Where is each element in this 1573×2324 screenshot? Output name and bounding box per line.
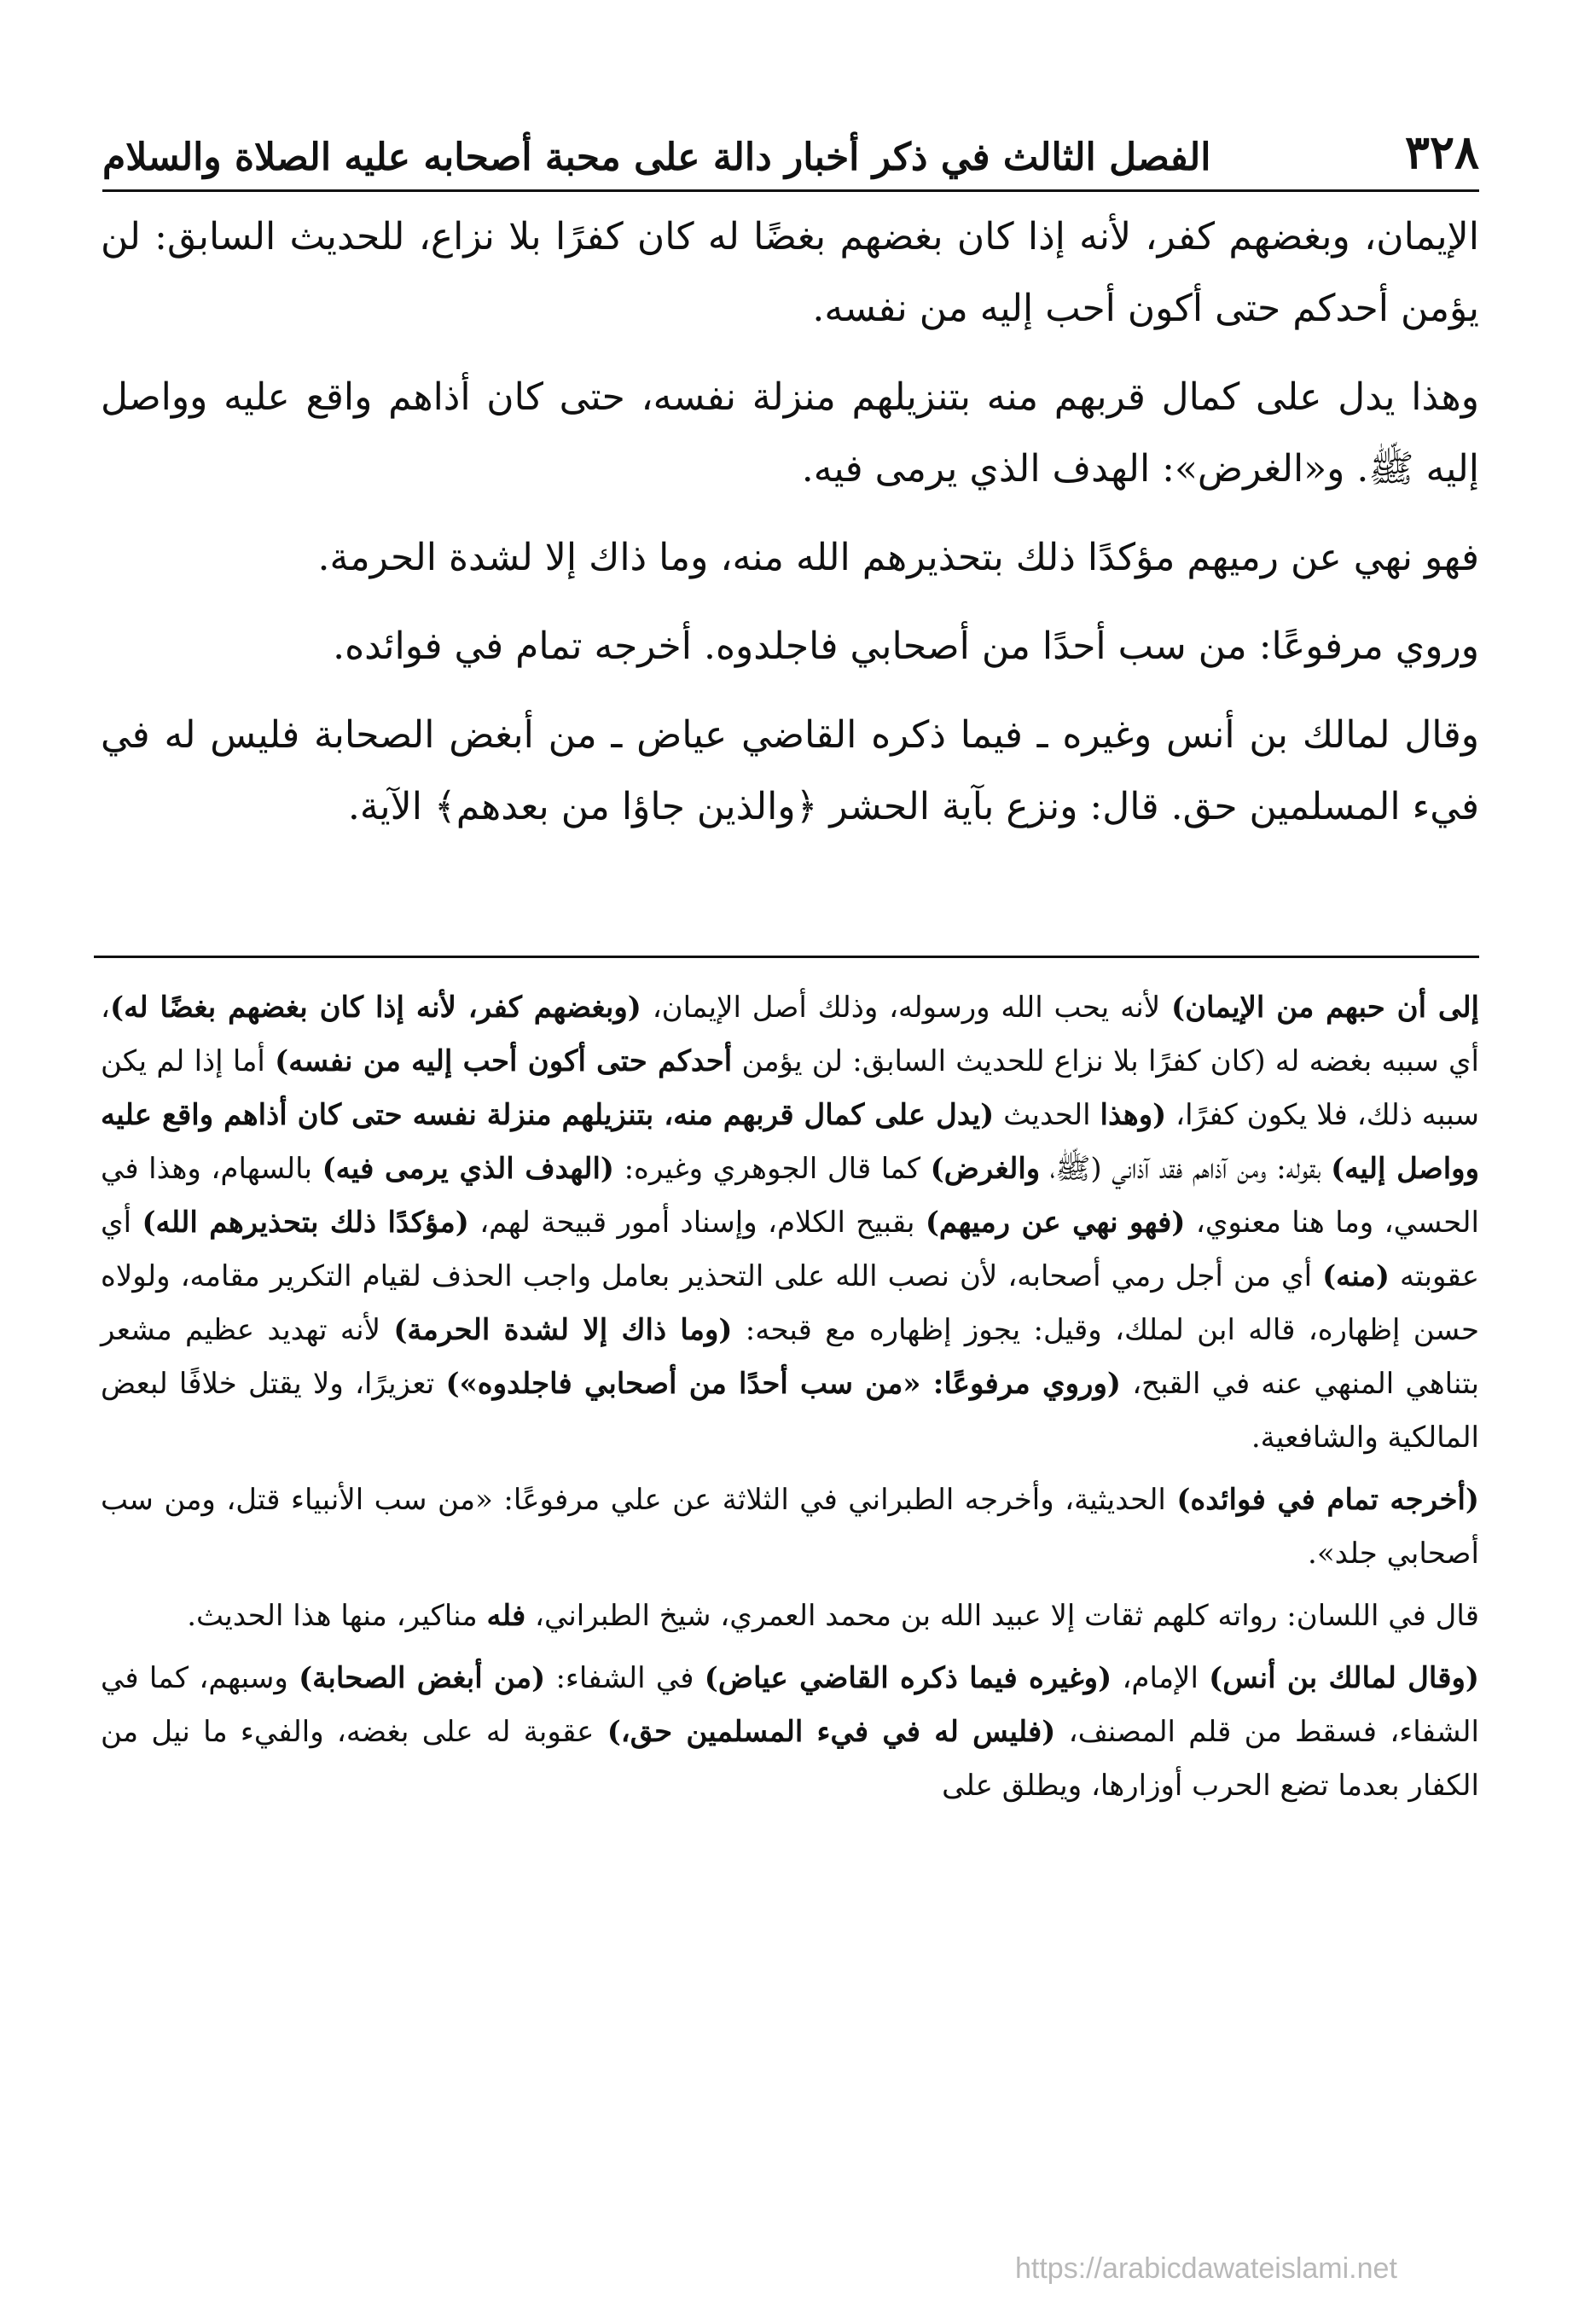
commentary-paragraph	[101, 981, 1479, 1465]
quoted-text: (وروي مرفوعًا: «من سب أحدًا من أصحابي فاجلدوه»)	[445, 1367, 1121, 1401]
quoted-text: (وبغضهم كفر، لأنه إذا كان بغضهم بغضًا له)	[109, 991, 641, 1025]
page-number: ٣٢٨	[1404, 125, 1479, 179]
commentary-text-run: الحديثية، وأخرجه الطبراني في الثلاثة عن علي مرفوعًا: «من سب الأنبياء قتل، ومن سب أصحابي جلد».	[101, 1483, 1479, 1571]
quoted-text: (وغيره فيما ذكره القاضي عياض)	[704, 1661, 1112, 1695]
main-paragraph: الإيمان، وبغضهم كفر، لأنه إذا كان بغضهم بغضًا له كان كفرًا بلا نزاع، للحديث السابق: لن يؤمن أحدكم حتى أكون أحب إليه من نفسه.	[101, 215, 1479, 330]
quoted-text: (فليس له في فيء المسلمين حق،)	[607, 1715, 1056, 1749]
commentary-text-run: قال في اللسان: رواته كلهم ثقات إلا عبيد الله بن محمد العمري، شيخ الطبراني،	[525, 1599, 1479, 1633]
quoted-text: (فهو نهي عن رميهم)	[925, 1206, 1186, 1240]
section-divider	[94, 956, 1479, 958]
main-paragraph: فهو نهي عن رميهم مؤكدًا ذلك بتحذيرهم الله منه، وما ذاك إلا لشدة الحرمة.	[317, 536, 1479, 579]
quoted-text: (مؤكدًا ذلك بتحذيرهم الله)	[142, 1206, 469, 1240]
quoted-text: والغرض)	[930, 1152, 1041, 1186]
commentary-text-run: في الشفاء:	[545, 1661, 705, 1695]
chapter-title: الفصل الثالث في ذكر أخبار دالة على محبة أصحابه عليه الصلاة والسلام	[102, 136, 1211, 179]
commentary-paragraph	[101, 1473, 1479, 1581]
main-text	[101, 201, 1479, 860]
quoted-text: (يدل على كمال قربهم منه، بتنزيلهم منزلة نفسه حتى كان أذاهم واقع عليه وواصل إليه)	[101, 1098, 1479, 1186]
quoted-text: (وهذا	[1100, 1098, 1167, 1132]
main-paragraph: وهذا يدل على كمال قربهم منه بتنزيلهم منزلة نفسه، حتى كان أذاهم واقع عليه وواصل إليه ﷺ. و«الغرض»: الهدف الذي يرمى فيه.	[101, 375, 1479, 491]
quoted-text: (منه)	[1322, 1259, 1390, 1293]
commentary-text-run: أي عقوبته	[101, 1206, 1479, 1293]
commentary-text-run: ، أي سببه بغضه له (كان كفرًا بلا نزاع للحديث السابق: لن يؤمن	[101, 991, 1480, 1078]
commentary-text-run: تعزيرًا، ولا يقتل خلافًا لبعض المالكية والشافعية.	[101, 1367, 1479, 1455]
quoted-text: (وما ذاك إلا لشدة الحرمة)	[393, 1313, 733, 1347]
commentary-text-run: لأنه تهديد عظيم مشعر بتناهي المنهي عنه في القبح،	[101, 1313, 1479, 1401]
commentary-text-run: أي من أجل رمي أصحابه، لأن نصب الله على التحذير بعامل واجب الحذف لقيام التكرير مقامه، ولولاه حسن إظهاره، قاله ابن لملك، وقيل: يجوز إظهاره مع قبحه:	[101, 1259, 1480, 1347]
commentary-paragraph	[101, 1589, 1479, 1643]
commentary-text-run: مناكير، منها هذا الحديث.	[187, 1599, 487, 1633]
quoted-text: (الهدف الذي يرمى فيه)	[322, 1152, 614, 1186]
commentary-text-run: وسبهم، كما في الشفاء، فسقط من قلم المصنف،	[101, 1661, 1479, 1749]
quoted-text: (أخرجه تمام في فوائده)	[1176, 1483, 1479, 1517]
commentary-text-run: الحديث	[994, 1098, 1100, 1132]
quoted-text: أحدكم حتى أكون أحب إليه من نفسه)	[275, 1044, 733, 1078]
commentary-text-run: بقوله: ومن آذاهم فقد آذاني (ﷺ،	[1040, 1152, 1332, 1186]
commentary-text-run: لأنه يحب الله ورسوله، وذلك أصل الإيمان،	[641, 991, 1171, 1025]
commentary-text-run: كما قال الجوهري وغيره:	[614, 1152, 931, 1186]
commentary-text-run: عقوبة له على بغضه، والفيء ما نيل من الكفار بعدما تضع الحرب أوزارها، ويطلق على	[101, 1715, 1479, 1803]
quoted-text: (من أبغض الصحابة)	[299, 1661, 546, 1695]
quoted-text: إلى أن حبهم من الإيمان)	[1171, 991, 1480, 1025]
commentary-text	[101, 981, 1479, 1821]
commentary-text-run: أما إذا لم يكن سببه ذلك، فلا يكون كفرًا،	[101, 1044, 1479, 1132]
main-paragraph: وقال لمالك بن أنس وغيره ـ فيما ذكره القاضي عياض ـ من أبغض الصحابة فليس له في فيء المسلمين حق. قال: ونزع بآية الحشر ﴿والذين جاؤا من بعدهم﴾ الآية.	[101, 713, 1479, 828]
commentary-text-run: بقبيح الكلام، وإسناد أمور قبيحة لهم،	[468, 1206, 926, 1240]
commentary-paragraph	[101, 1652, 1479, 1813]
main-paragraph: وروي مرفوعًا: من سب أحدًا من أصحابي فاجلدوه. أخرجه تمام في فوائده.	[333, 625, 1479, 668]
quoted-text: (وقال لمالك بن أنس)	[1209, 1661, 1479, 1695]
quoted-text: فله	[486, 1599, 526, 1633]
page-header	[102, 111, 1479, 192]
watermark-url: https://arabicdawateislami.net	[1015, 2252, 1397, 2285]
commentary-text-run: بالسهام، وهذا في الحسي، وما هنا معنوي،	[101, 1152, 1479, 1240]
commentary-text-run: الإمام،	[1112, 1661, 1210, 1695]
